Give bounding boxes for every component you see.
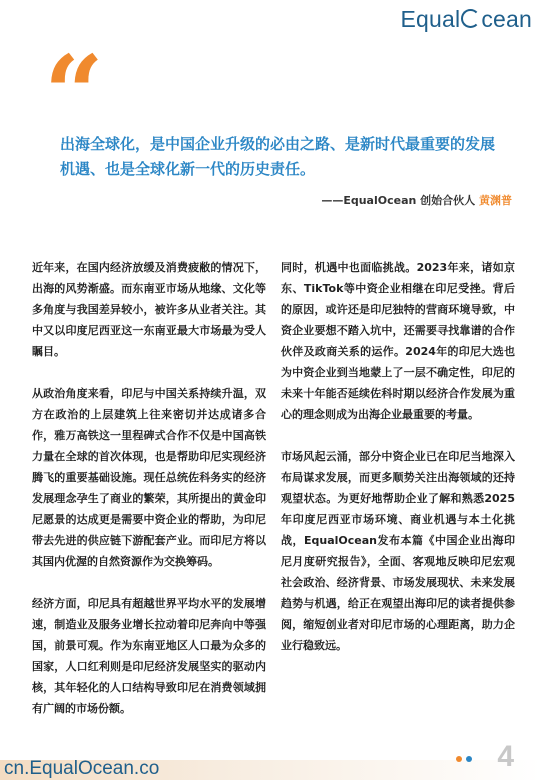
attribution-name: 黄渊普 (479, 194, 512, 207)
logo-text-start: Equal (400, 6, 461, 32)
logo-o-icon (461, 9, 480, 28)
paragraph: 同时，机遇中也面临挑战。2023年来，诸如京东、TikTok等中资企业相继在印尼受挫。背后的原因，或许还是印尼独特的营商环境导致，中资企业要想不踏入坑中，还需要寻找靠谱的合作伙伴及政商关系的运作。2024年的印尼大选也为中资企业到当地蒙上了一层不确定性，印尼的未来十年能否延续佐科时期以经济合作发展为重心的理念则成为出海企业最重要的考量。 (281, 261, 515, 421)
page-number: 4 (497, 740, 514, 773)
equalocean-logo (400, 6, 532, 33)
right-column (281, 257, 515, 677)
paragraph: 从政治角度来看，印尼与中国关系持续升温，双方在政治的上层建筑上往来密切并达成诸多合作，雅万高铁这一里程碑式合作不仅是中国高铁力量在全球的首次体现，也是帮助印尼实现经济腾飞的重要基础设施。现任总统佐科务实的经济发展理念孕生了商业的繁荣，其所提出的黄金印尼愿景的达成更是需要中资企业的帮助，为印尼带去先进的供应链下游配套产业。而印尼方将以其国内优渥的自然资源作为交换筹码。 (32, 387, 266, 568)
paragraph: 市场风起云涌，部分中资企业已在印尼当地深入布局谋求发展，而更多顺势关注出海领域的还持观望状态。为更好地帮助企业了解和熟悉2025年印度尼西亚市场环境、商业机遇与本土化挑战，EqualOcean发布本篇《中国企业出海印尼月度研究报告》，全面、客观地反映印尼宏观社会政治、经济背景、市场发展现状、未来发展趋势与机遇，给正在观望出海印尼的读者提供参阅，缩短创业者对印尼市场的心理距离，助力企业行稳致远。 (281, 450, 515, 652)
left-column (32, 257, 266, 740)
attribution-title: ——EqualOcean 创始合伙人 (321, 194, 479, 207)
footer-url: cn.EqualOcean.co (4, 758, 160, 779)
paragraph: 经济方面，印尼具有超越世界平均水平的发展增速，制造业及服务业增长拉动着印尼奔向中等强国，前景可观。作为东南亚地区人口最为众多的国家，人口红利则是印尼经济发展坚实的驱动内核，其年轻化的人口结构导致印尼在消费领域拥有广阔的市场份额。 (32, 597, 266, 715)
quote-attribution (321, 192, 512, 208)
quotation-mark-icon: “ (44, 32, 104, 155)
pull-quote: 出海全球化，是中国企业升级的必由之路、是新时代最重要的发展机遇、也是全球化新一代的历史责任。 (60, 135, 496, 178)
paragraph: 近年来，在国内经济放缓及消费疲敝的情况下，出海的风势渐盛。而东南亚市场从地缘、文化等多角度与我国差异较小，被许多从业者关注。其中又以印度尼西亚这一东南亚最大市场最为受人瞩目。 (32, 261, 266, 358)
orange-dot-icon (456, 756, 462, 762)
blue-dot-icon (466, 756, 472, 762)
logo-text-end: cean (481, 6, 532, 32)
